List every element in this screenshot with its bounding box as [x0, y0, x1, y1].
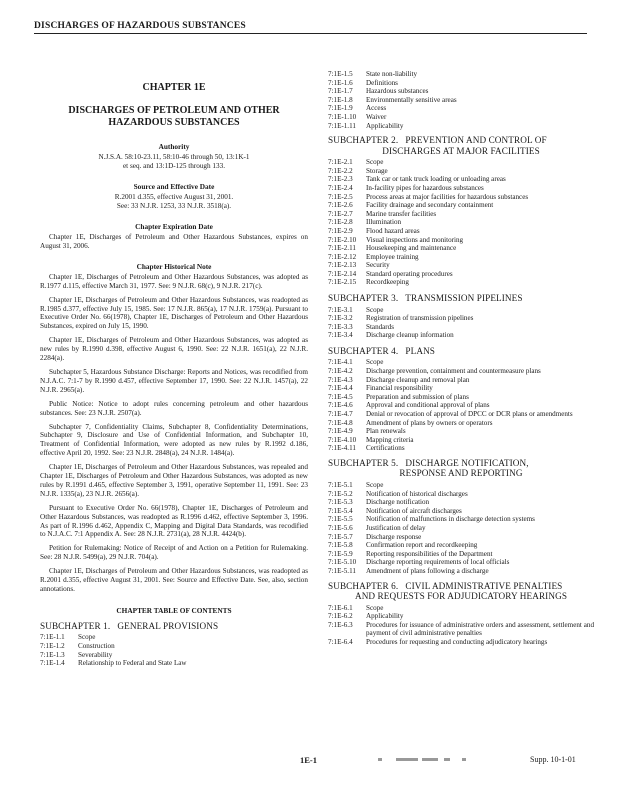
toc-entry-number: 7:1E-5.9	[328, 549, 353, 558]
toc-entry-number: 7:1E-1.3	[40, 650, 65, 659]
toc-entry-number: 7:1E-2.4	[328, 183, 353, 192]
toc-entry-number: 7:1E-2.10	[328, 235, 357, 244]
toc-entry-title: Discharge cleanup and removal plan	[366, 375, 470, 384]
toc-entry-title: Denial or revocation of approval of DPCC or DCR plans or amendments	[366, 410, 573, 418]
toc-entry-title: Tank car or tank truck loading or unloading areas	[366, 175, 506, 184]
subchapter-2-heading	[328, 135, 594, 156]
toc-entry-title: Process areas at major facilities for hazardous substances	[366, 192, 529, 201]
toc-entry-number: 7:1E-5.2	[328, 489, 353, 498]
toc-entry	[328, 541, 594, 550]
toc-entry-title: Relationship to Federal and State Law	[78, 659, 187, 668]
toc-entry-title: Certifications	[366, 444, 405, 453]
toc-entry	[328, 376, 594, 385]
toc-entry	[40, 659, 308, 668]
toc-entry-number: 7:1E-6.4	[328, 637, 353, 646]
toc-entry-title: Registration of transmission pipelines	[366, 314, 474, 323]
toc-entry-number: 7:1E-1.8	[328, 95, 353, 104]
toc-entry	[328, 621, 594, 638]
toc-entry-title: Storage	[366, 166, 388, 175]
toc-entry-number: 7:1E-1.5	[328, 70, 353, 78]
toc-entry-title: Definitions	[366, 78, 398, 87]
toc-entry-number: 7:1E-2.15	[328, 278, 357, 287]
toc-entry	[328, 201, 594, 210]
toc-entry-title: Construction	[78, 642, 115, 650]
expiration-heading: Chapter Expiration Date	[135, 222, 213, 231]
toc-entry-number: 7:1E-2.2	[328, 166, 353, 175]
authority-line2: et seq. and 13:1D-125 through 133.	[122, 162, 225, 170]
source-text	[40, 193, 308, 211]
toc-entry-title: Environmentally sensitive areas	[366, 95, 457, 104]
toc-entry	[328, 410, 594, 419]
page-footer	[0, 755, 619, 769]
toc-entry-number: 7:1E-2.5	[328, 192, 353, 201]
toc-entry	[328, 236, 594, 245]
toc-entry-number: 7:1E-5.8	[328, 541, 353, 550]
toc-entry	[328, 331, 594, 340]
toc-entry-title: Scope	[78, 633, 96, 642]
toc-entry	[328, 481, 594, 490]
toc-entry	[328, 270, 594, 279]
toc-entry-title: Housekeeping and maintenance	[366, 244, 457, 253]
toc-entry	[328, 444, 594, 453]
toc-entry	[328, 79, 594, 88]
toc-entry-number: 7:1E-4.4	[328, 384, 353, 393]
toc-heading: CHAPTER TABLE OF CONTENTS	[116, 605, 232, 615]
subchapter-1-heading: SUBCHAPTER 1. GENERAL PROVISIONS	[40, 620, 219, 631]
toc-entry	[328, 244, 594, 253]
toc-entry-number: 7:1E-2.8	[328, 218, 353, 227]
toc-entry	[40, 633, 308, 642]
toc-entry	[328, 358, 594, 367]
toc-entry-number: 7:1E-4.3	[328, 375, 353, 384]
toc-entry-title: Applicability	[366, 121, 404, 130]
toc-entry	[328, 507, 594, 516]
toc-entry-title: Discharge cleanup information	[366, 331, 454, 340]
toc-entry-number: 7:1E-4.6	[328, 401, 353, 410]
toc-entry-title: Standards	[366, 322, 394, 331]
toc-entry-title: Scope	[366, 603, 384, 612]
toc-entry	[328, 612, 594, 621]
authority-text	[40, 153, 308, 171]
subchapter-2-heading-line2: DISCHARGES AT MAJOR FACILITIES	[382, 145, 540, 156]
toc-entry	[328, 306, 594, 315]
subchapter-4-heading: SUBCHAPTER 4. PLANS	[328, 345, 436, 356]
history-paragraph: Chapter 1E, Discharges of Petroleum and Other Hazardous Substances, was adopted as new rules by R.1990 d.398, effective August 6, 1990. See: 22 N.J.R. 1651(a), 22 N.J.R. 2284(a).	[40, 336, 308, 363]
subchapter-5-heading-line2: RESPONSE AND REPORTING	[399, 468, 523, 479]
toc-entry	[328, 70, 594, 79]
toc-entry-title: Reporting responsibilities of the Department	[366, 549, 493, 558]
page-number: 1E-1	[300, 755, 317, 765]
toc-entry-title: Severability	[78, 650, 113, 659]
history-paragraph: Chapter 1E, Discharges of Petroleum and Other Hazardous Substances, was readopted as R.2001 d.355, effective August 31, 2001. See: Source and Effective Date. See, also, section annotations.	[40, 567, 308, 593]
history-paragraph: Pursuant to Executive Order No. 66(1978), Chapter 1E, Discharges of Petroleum and Other Hazardous Substances, was readopted as R.1996 d.462, effective September 3, 1996. As part of R.1996 d.462, Appendix C, Mapping and Digital Data Standards, was recodified to N.J.A.C. 7:1 Appendix A. See: 28 N.J.R. 2731(a), 28 N.J.R. 4424(b).	[40, 503, 308, 539]
toc-entry-title: Discharge response	[366, 532, 422, 541]
toc-entry	[328, 218, 594, 227]
toc-entry-number: 7:1E-2.9	[328, 226, 353, 235]
subchapter-3-heading: SUBCHAPTER 3. TRANSMISSION PIPELINES	[328, 293, 523, 304]
toc-entry-number: 7:1E-4.2	[328, 367, 353, 376]
toc-entry	[328, 261, 594, 270]
toc-entry-number: 7:1E-6.3	[328, 620, 353, 629]
toc-entry-number: 7:1E-5.10	[328, 558, 357, 567]
toc-entry-title: Mapping criteria	[366, 435, 414, 444]
toc-entry	[328, 158, 594, 167]
toc-entry-number: 7:1E-1.4	[40, 659, 65, 668]
history-paragraph: Chapter 1E, Discharges of Petroleum and Other Hazardous Substances, was repealed and Chapter 1E, Discharges of Petroleum and Other Hazardous Substances, was adopted as new rules by R.1991 d.465, effective September 3, 1991, operative September 11, 1991. See: 23 N.J.R. 1335(a), 23 N.J.R. 2656(a).	[40, 463, 308, 498]
subchapter-5-heading-line1: SUBCHAPTER 5. DISCHARGE NOTIFICATION,	[328, 457, 529, 468]
toc-entry-number: 7:1E-1.7	[328, 87, 353, 96]
toc-entry-title: Facility drainage and secondary containment	[366, 201, 494, 210]
toc-entry	[328, 419, 594, 428]
toc-entry-title: Employee training	[366, 252, 419, 261]
toc-entry-number: 7:1E-5.11	[328, 566, 356, 575]
toc-entry	[328, 122, 594, 131]
toc-entry-title: Amendment of plans following a discharge	[366, 566, 489, 575]
toc-entry-number: 7:1E-4.10	[328, 435, 357, 444]
toc-entry-number: 7:1E-5.6	[328, 523, 353, 532]
toc-entry-title: Applicability	[366, 612, 404, 621]
toc-entry-number: 7:1E-5.7	[328, 532, 353, 541]
history-paragraph: Subchapter 7, Confidentiality Claims, Subchapter 8, Confidentiality Determinations, Subchapter 9, Disclosure and Use of Confidential Information, and Subchapter 10, Treatment of Confidential Information, were adopted as new rules by R.1992 d.186, effective April 20, 1992. See: 23 N.J.R. 2848(a), 24 N.J.R. 1484(a).	[40, 422, 308, 458]
toc-entry-number: 7:1E-2.11	[328, 244, 356, 253]
toc-entry	[328, 210, 594, 219]
toc-entry-number: 7:1E-3.2	[328, 314, 353, 323]
toc-entry-number: 7:1E-1.11	[328, 121, 356, 130]
toc-entry-number: 7:1E-1.9	[328, 104, 353, 113]
toc-entry	[328, 323, 594, 332]
toc-list	[328, 158, 594, 287]
toc-entry-number: 7:1E-4.9	[328, 427, 353, 436]
toc-list	[328, 306, 594, 340]
history-paragraph: Chapter 1E, Discharges of Petroleum and Other Hazardous Substances, was readopted as R.1985 d.377, effective July 15, 1985. See: 17 N.J.R. 865(a), 17 N.J.R. 1759(a). Pursuant to Executive Order No. 66(1978), Chapter 1E, Discharges of Petroleum and Other Hazardous Substances, expired on July 15, 1990.	[40, 295, 308, 331]
toc-entry-title: Procedures for requesting and conducting adjudicatory hearings	[366, 637, 548, 646]
history-notes	[40, 273, 308, 594]
left-column	[40, 60, 308, 668]
toc-list	[328, 70, 594, 130]
toc-entry	[328, 401, 594, 410]
toc-entry	[328, 253, 594, 262]
toc-entry-number: 7:1E-5.3	[328, 498, 353, 507]
toc-entry-title: Notification of historical discharges	[366, 489, 468, 498]
source-line1: R.2001 d.355, effective August 31, 2001.	[114, 193, 234, 201]
toc-entry	[328, 367, 594, 376]
toc-entry-title: Scope	[366, 158, 384, 167]
toc-entry-title: Security	[366, 261, 390, 270]
toc-entry-title: Procedures for issuance of administrative orders and assessment, settlement and payment of civil administrative penalties	[366, 620, 594, 638]
toc-entry	[328, 96, 594, 105]
toc-entry-title: Scope	[366, 480, 384, 489]
toc-entry-title: Plan renewals	[366, 427, 406, 436]
toc-entry-title: Visual inspections and monitoring	[366, 235, 464, 244]
toc-entry	[328, 427, 594, 436]
toc-entry-number: 7:1E-4.5	[328, 392, 353, 401]
toc-entry-title: Scope	[366, 305, 384, 314]
toc-entry-title: Standard operating procedures	[366, 269, 453, 278]
subchapter-2-heading-line1: SUBCHAPTER 2. PREVENTION AND CONTROL OF	[328, 135, 547, 146]
toc-entry-number: 7:1E-1.6	[328, 78, 353, 87]
toc-entry-number: 7:1E-2.7	[328, 209, 353, 218]
toc-entry	[328, 550, 594, 559]
toc-entry	[328, 567, 594, 576]
toc-entry-number: 7:1E-2.14	[328, 269, 357, 278]
toc-entry-title: Notification of malfunctions in discharge detection systems	[366, 515, 535, 524]
toc-entry	[328, 227, 594, 236]
toc-entry	[40, 642, 308, 651]
toc-entry	[328, 436, 594, 445]
chapter-number: CHAPTER 1E	[142, 82, 206, 93]
toc-entry	[328, 184, 594, 193]
history-paragraph: Petition for Rulemaking: Notice of Receipt of and Action on a Petition for Rulemaking. See: 28 N.J.R. 5499(a), 29 N.J.R. 704(a).	[40, 544, 308, 562]
toc-entry-number: 7:1E-3.3	[328, 322, 353, 331]
toc-list	[40, 633, 308, 667]
toc-entry-title: Confirmation report and recordkeeping	[366, 541, 478, 550]
toc-entry-title: Notification of aircraft discharges	[366, 506, 462, 515]
toc-entry	[328, 175, 594, 184]
toc-entry	[328, 113, 594, 122]
toc-entry	[40, 651, 308, 660]
toc-entry-title: Waiver	[366, 112, 387, 121]
history-paragraph: Public Notice: Notice to adopt rules concerning petroleum and other hazardous substances. See: 23 N.J.R. 2507(a).	[40, 399, 308, 417]
toc-entry-title: Preparation and submission of plans	[366, 392, 469, 401]
toc-list	[328, 358, 594, 453]
toc-entry-title: Marine transfer facilities	[366, 209, 437, 218]
toc-entry-number: 7:1E-5.5	[328, 515, 353, 524]
toc-entry-title: State non-liability	[366, 70, 418, 78]
toc-entry-number: 7:1E-2.1	[328, 158, 353, 167]
toc-entry-number: 7:1E-2.6	[328, 201, 353, 210]
toc-entry-title: Illumination	[366, 218, 402, 227]
chapter-title	[40, 105, 308, 129]
toc-entry	[328, 515, 594, 524]
expiration-text: Chapter 1E, Discharges of Petroleum and Other Hazardous Substances, expires on August 31, 2006.	[40, 233, 308, 250]
toc-entry	[328, 278, 594, 287]
toc-entry	[328, 490, 594, 499]
toc-entry-number: 7:1E-3.4	[328, 331, 353, 340]
toc-entry-number: 7:1E-1.1	[40, 633, 65, 642]
toc-list	[328, 481, 594, 576]
toc-entry	[328, 604, 594, 613]
toc-entry	[328, 524, 594, 533]
subchapter-6-heading-line1: SUBCHAPTER 6. CIVIL ADMINISTRATIVE PENALTIES	[328, 580, 563, 591]
history-paragraph: Subchapter 5, Hazardous Substance Discharge: Reports and Notices, was recodified from N.J.A.C. 7:1-7 by R.1990 d.457, effective September 17, 1990. See: 22 N.J.R. 1457(a), 22 N.J.R. 2965(a).	[40, 367, 308, 394]
subchapter-6-heading-line2: AND REQUESTS FOR ADJUDICATORY HEARINGS	[354, 591, 568, 601]
toc-entry-title: Financial responsibility	[366, 384, 433, 393]
toc-entry	[328, 638, 594, 647]
toc-entry-title: Discharge reporting requirements of local officials	[366, 558, 510, 567]
toc-entry-number: 7:1E-2.12	[328, 252, 357, 261]
authority-heading: Authority	[158, 142, 190, 151]
toc-entry	[328, 87, 594, 96]
source-line2: See: 33 N.J.R. 1253, 33 N.J.R. 3518(a).	[116, 202, 232, 210]
toc-entry-title: Flood hazard areas	[366, 226, 420, 235]
chapter-title-line2: HAZARDOUS SUBSTANCES	[108, 117, 240, 128]
toc-entry-title: Scope	[366, 358, 384, 367]
toc-entry-title: Hazardous substances	[366, 87, 429, 96]
toc-entry-title: Access	[366, 104, 387, 113]
subchapter-6-heading	[328, 581, 594, 602]
toc-entry	[328, 193, 594, 202]
running-head: DISCHARGES OF HAZARDOUS SUBSTANCES	[34, 21, 587, 34]
toc-entry-number: 7:1E-5.4	[328, 506, 353, 515]
toc-entry-number: 7:1E-5.1	[328, 480, 353, 489]
toc-entry-title: Approval and conditional approval of plans	[366, 401, 490, 410]
toc-entry-title: Recordkeeping	[366, 278, 409, 287]
toc-entry-number: 7:1E-6.2	[328, 612, 353, 621]
toc-entry	[328, 384, 594, 393]
toc-entry	[328, 314, 594, 323]
toc-entry-number: 7:1E-1.2	[40, 642, 65, 650]
toc-entry	[328, 393, 594, 402]
toc-entry-number: 7:1E-3.1	[328, 305, 353, 314]
toc-entry-title: Amendment of plans by owners or operators	[366, 418, 493, 427]
subchapter-5-heading	[328, 458, 594, 479]
toc-list	[328, 604, 594, 647]
authority-line1: N.J.S.A. 58:10-23.11, 58:10-46 through 50, 13:1K-1	[98, 153, 250, 161]
toc-entry-title: Discharge prevention, containment and countermeasure plans	[366, 367, 541, 376]
history-paragraph: Chapter 1E, Discharges of Petroleum and Other Hazardous Substances, was adopted as R.1977 d.115, effective March 31, 1977. See: 9 N.J.R. 68(c), 9 N.J.R. 217(c).	[40, 272, 308, 290]
toc-entry-number: 7:1E-2.3	[328, 175, 353, 184]
source-heading: Source and Effective Date	[133, 182, 215, 191]
toc-entry-number: 7:1E-2.13	[328, 261, 357, 270]
toc-entry-number: 7:1E-4.7	[328, 410, 353, 418]
supplement-date: Supp. 10-1-01	[530, 755, 576, 764]
chapter-title-line1: DISCHARGES OF PETROLEUM AND OTHER	[68, 105, 280, 116]
toc-entry-title: Discharge notification	[366, 498, 430, 507]
toc-entry-number: 7:1E-4.1	[328, 358, 353, 367]
toc-entry	[328, 104, 594, 113]
right-column	[328, 70, 594, 646]
faint-stamp-mark	[378, 756, 470, 764]
toc-entry-number: 7:1E-6.1	[328, 603, 353, 612]
toc-entry	[328, 167, 594, 176]
toc-entry-number: 7:1E-1.10	[328, 112, 357, 121]
toc-entry	[328, 498, 594, 507]
history-heading: Chapter Historical Note	[136, 261, 212, 271]
toc-entry	[328, 533, 594, 542]
toc-entry-number: 7:1E-4.11	[328, 444, 356, 453]
toc-entry-title: In-facility pipes for hazardous substances	[366, 183, 484, 192]
toc-entry-number: 7:1E-4.8	[328, 418, 353, 427]
toc-entry-title: Justification of delay	[366, 523, 426, 532]
toc-entry	[328, 558, 594, 567]
